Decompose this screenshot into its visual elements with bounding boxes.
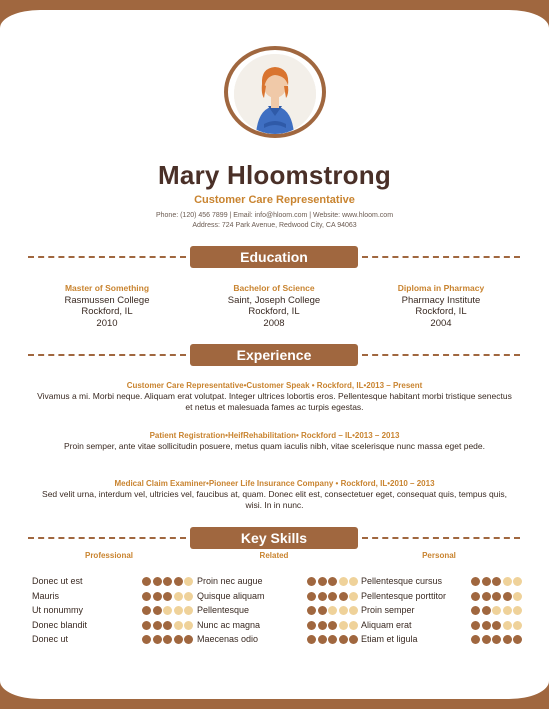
rating-dot-filled: [328, 635, 337, 644]
rating-dot-filled: [328, 577, 337, 586]
skill-label: Maecenas odio: [197, 634, 259, 644]
rating-dot-empty: [184, 621, 193, 630]
rating-dot-filled: [307, 592, 316, 601]
skill-label: Ut nonummy: [32, 605, 84, 615]
candidate-name: Mary Hloomstrong: [158, 160, 391, 190]
rating-dot-empty: [174, 606, 183, 615]
job-title: Medical Claim Examiner•Pioneer Life Insurance Company • Rockford, IL•2010 – 2013: [114, 479, 435, 488]
skill-rating: [142, 621, 193, 630]
school: Rasmussen College: [64, 294, 150, 306]
skill-row: [197, 634, 357, 647]
rating-dot-empty: [339, 577, 348, 586]
rating-dot-filled: [153, 577, 162, 586]
rating-dot-empty: [174, 621, 183, 630]
year: 2004: [430, 317, 452, 329]
experience-item: [34, 478, 515, 511]
rating-dot-empty: [163, 606, 172, 615]
skill-rating: [142, 577, 193, 586]
rating-dot-empty: [503, 621, 512, 630]
divider: [362, 256, 520, 258]
rating-dot-empty: [328, 606, 337, 615]
rating-dot-empty: [339, 621, 348, 630]
education-item: [32, 283, 182, 329]
skill-rating: [142, 606, 193, 615]
rating-dot-filled: [482, 606, 491, 615]
rating-dot-filled: [482, 621, 491, 630]
address-line: Address: 724 Park Avenue, Redwood City, CA 94063: [192, 222, 357, 229]
rating-dot-empty: [349, 577, 358, 586]
rating-dot-filled: [318, 635, 327, 644]
rating-dot-filled: [307, 621, 316, 630]
section-title-education: Education: [190, 246, 358, 268]
location: Rockford, IL: [81, 306, 133, 317]
rating-dot-filled: [153, 606, 162, 615]
skill-label: Donec ut est: [32, 576, 83, 586]
rating-dot-filled: [184, 635, 193, 644]
skill-row: [197, 605, 357, 618]
rating-dot-empty: [513, 592, 522, 601]
skill-row: [32, 634, 192, 647]
skill-rating: [471, 592, 522, 601]
rating-dot-empty: [174, 592, 183, 601]
skill-rating: [471, 635, 522, 644]
rating-dot-filled: [349, 635, 358, 644]
skill-row: [32, 576, 192, 589]
skill-row: [197, 576, 357, 589]
rating-dot-empty: [513, 577, 522, 586]
degree: Bachelor of Science: [233, 283, 315, 293]
rating-dot-filled: [471, 592, 480, 601]
skill-rating: [142, 592, 193, 601]
year: 2010: [96, 317, 118, 329]
rating-dot-filled: [328, 621, 337, 630]
divider: [362, 354, 520, 356]
skill-label: Pellentesque cursus: [361, 576, 443, 586]
skill-label: Mauris: [32, 590, 60, 601]
rating-dot-filled: [471, 635, 480, 644]
skills-column-heading: Professional: [84, 551, 133, 560]
rating-dot-empty: [513, 621, 522, 630]
rating-dot-filled: [174, 577, 183, 586]
rating-dot-filled: [307, 606, 316, 615]
skill-label: Aliquam erat: [361, 619, 412, 630]
rating-dot-empty: [339, 606, 348, 615]
section-title-experience: Experience: [190, 344, 358, 366]
rating-dot-filled: [328, 592, 337, 601]
skill-label: Donec blandit: [32, 619, 88, 630]
rating-dot-empty: [503, 606, 512, 615]
skill-rating: [142, 635, 193, 644]
rating-dot-filled: [482, 635, 491, 644]
skills-column-heading: Related: [259, 551, 289, 560]
rating-dot-filled: [142, 577, 151, 586]
skill-label: Donec ut: [32, 634, 69, 644]
rating-dot-filled: [142, 635, 151, 644]
rating-dot-filled: [482, 592, 491, 601]
skill-rating: [307, 621, 358, 630]
rating-dot-filled: [307, 577, 316, 586]
rating-dot-filled: [142, 606, 151, 615]
rating-dot-empty: [503, 577, 512, 586]
skill-rating: [307, 592, 358, 601]
skill-rating: [307, 577, 358, 586]
job-title: Patient Registration•HeifRehabilitation• Rockford – IL•2013 – 2013: [149, 431, 400, 440]
rating-dot-empty: [513, 606, 522, 615]
rating-dot-filled: [482, 577, 491, 586]
divider: [28, 537, 186, 539]
rating-dot-filled: [174, 635, 183, 644]
skill-rating: [307, 635, 358, 644]
degree: Master of Something: [64, 283, 150, 293]
section-title-skills: Key Skills: [190, 527, 358, 549]
skill-label: Pellentesque porttitor: [361, 590, 447, 601]
school: Saint, Joseph College: [227, 294, 321, 306]
rating-dot-filled: [142, 621, 151, 630]
experience-item: [34, 430, 515, 452]
rating-dot-empty: [184, 577, 193, 586]
skill-row: [32, 620, 192, 633]
rating-dot-empty: [349, 621, 358, 630]
rating-dot-filled: [318, 577, 327, 586]
divider: [28, 354, 186, 356]
profile-photo: [224, 46, 326, 138]
avatar: [234, 54, 316, 134]
rating-dot-filled: [492, 577, 501, 586]
rating-dot-filled: [153, 635, 162, 644]
rating-dot-filled: [307, 635, 316, 644]
skill-rating: [471, 621, 522, 630]
rating-dot-filled: [492, 635, 501, 644]
rating-dot-filled: [339, 635, 348, 644]
job-description: Sed velit urna, interdum vel, ultricies vel, faucibus at, quam. Donec elit est, consectetuer eget, consequat quis, tempus quis, wisi. In in nunc.: [42, 489, 507, 510]
skill-label: Proin semper: [361, 605, 415, 615]
contact-line: Phone: (120) 456 7899 | Email: info@hloom.com | Website: www.hloom.com: [155, 212, 394, 219]
skill-label: Etiam et ligula: [361, 634, 418, 644]
degree: Diploma in Pharmacy: [397, 283, 485, 293]
rating-dot-filled: [163, 577, 172, 586]
rating-dot-empty: [349, 606, 358, 615]
skill-label: Pellentesque: [197, 605, 250, 615]
year: 2008: [263, 317, 285, 329]
rating-dot-filled: [318, 606, 327, 615]
skill-row: [32, 605, 192, 618]
location: Rockford, IL: [248, 306, 300, 317]
skill-label: Nunc ac magna: [197, 619, 261, 630]
rating-dot-filled: [163, 592, 172, 601]
rating-dot-filled: [153, 621, 162, 630]
rating-dot-filled: [318, 621, 327, 630]
rating-dot-filled: [503, 635, 512, 644]
rating-dot-empty: [349, 592, 358, 601]
education-header: [0, 246, 549, 268]
rating-dot-filled: [471, 606, 480, 615]
experience-header: [0, 344, 549, 366]
rating-dot-filled: [163, 621, 172, 630]
rating-dot-filled: [163, 635, 172, 644]
rating-dot-empty: [184, 606, 193, 615]
rating-dot-filled: [339, 592, 348, 601]
rating-dot-empty: [492, 606, 501, 615]
rating-dot-filled: [318, 592, 327, 601]
rating-dot-filled: [503, 592, 512, 601]
education-item: [366, 283, 516, 329]
skill-rating: [307, 606, 358, 615]
skill-row: [32, 591, 192, 604]
skill-rating: [471, 606, 522, 615]
rating-dot-filled: [153, 592, 162, 601]
rating-dot-filled: [471, 621, 480, 630]
skill-label: Proin nec augue: [197, 576, 263, 586]
location: Rockford, IL: [415, 306, 467, 317]
skill-row: [361, 605, 521, 618]
rating-dot-empty: [184, 592, 193, 601]
rating-dot-filled: [492, 621, 501, 630]
skills-column-heading: Personal: [422, 551, 456, 560]
person-illustration: [234, 54, 316, 134]
skills-header: [0, 527, 549, 549]
skill-row: [361, 634, 521, 647]
candidate-role: Customer Care Representative: [194, 194, 355, 206]
skill-rating: [471, 577, 522, 586]
skill-label: Quisque aliquam: [197, 590, 265, 601]
experience-item: [34, 380, 515, 413]
skill-row: [361, 576, 521, 589]
job-description: Proin semper, ante vitae sollicitudin posuere, metus quam iaculis nibh, vitae scelerisque nunc massa eget pede.: [64, 441, 485, 451]
rating-dot-filled: [492, 592, 501, 601]
divider: [362, 537, 520, 539]
rating-dot-filled: [142, 592, 151, 601]
rating-dot-filled: [471, 577, 480, 586]
education-item: [199, 283, 349, 329]
divider: [28, 256, 186, 258]
skill-row: [197, 591, 357, 604]
skill-row: [197, 620, 357, 633]
rating-dot-filled: [513, 635, 522, 644]
skill-row: [361, 620, 521, 633]
job-description: Vivamus a mi. Morbi neque. Aliquam erat volutpat. Integer ultrices lobortis eros. Pellentesque habitant morbi tristique senectus et netus et malesuada fames ac turpis egestas.: [37, 391, 512, 412]
school: Pharmacy Institute: [401, 294, 481, 306]
skill-row: [361, 591, 521, 604]
job-title: Customer Care Representative•Customer Speak • Rockford, IL•2013 – Present: [126, 381, 423, 390]
